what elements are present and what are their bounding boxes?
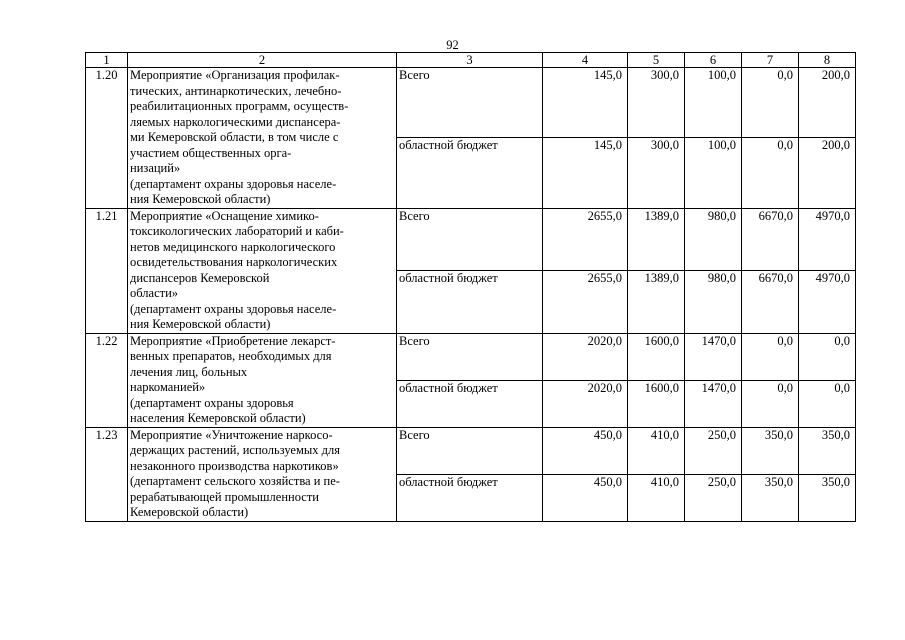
description-line: (департамент охраны здоровья населе- xyxy=(130,176,337,191)
description-line: Мероприятие «Приобретение лекарст- xyxy=(130,333,336,348)
description-line: нетов медицинского наркологического xyxy=(130,239,336,254)
description-line: венных препаратов, необходимых для xyxy=(130,349,332,363)
funding-value: 1600,0 xyxy=(628,380,685,427)
budget-table xyxy=(85,52,856,522)
funding-source: Всего xyxy=(397,333,543,380)
funding-value: 2655,0 xyxy=(543,208,628,271)
description-line: тических, антинаркотических, лечебно- xyxy=(130,83,342,98)
description-line: диспансеров Кемеровской xyxy=(130,270,270,285)
funding-value: 300,0 xyxy=(628,68,685,138)
funding-value: 410,0 xyxy=(628,427,685,474)
page-number: 92 xyxy=(446,38,459,52)
table-row xyxy=(86,427,856,474)
header-cell: 5 xyxy=(628,53,685,68)
description-line: освидетельствования наркологических xyxy=(130,255,338,269)
description-line: (департамент охраны здоровья xyxy=(130,395,294,410)
funding-value: 1389,0 xyxy=(628,208,685,271)
row-number: 1.21 xyxy=(86,208,128,333)
description-line: (департамент охраны здоровья населе- xyxy=(130,301,337,316)
funding-value: 980,0 xyxy=(685,208,742,271)
funding-value: 200,0 xyxy=(799,138,856,208)
funding-value: 450,0 xyxy=(543,427,628,474)
funding-value: 6670,0 xyxy=(742,208,799,271)
funding-value: 0,0 xyxy=(799,333,856,380)
header-cell: 6 xyxy=(685,53,742,68)
header-cell: 2 xyxy=(128,53,397,68)
description-line: (департамент сельского хозяйства и пе- xyxy=(130,474,340,488)
header-cell: 8 xyxy=(799,53,856,68)
header-cell: 7 xyxy=(742,53,799,68)
funding-value: 350,0 xyxy=(742,474,799,521)
funding-value: 2020,0 xyxy=(543,380,628,427)
row-number: 1.22 xyxy=(86,333,128,427)
description-line: области» xyxy=(130,286,179,300)
description-line: ния Кемеровской области) xyxy=(130,317,271,331)
measure-description xyxy=(128,427,397,521)
funding-value: 1470,0 xyxy=(685,380,742,427)
description-line: низаций» xyxy=(130,161,181,175)
table-body xyxy=(86,68,856,522)
measure-description xyxy=(128,333,397,427)
row-number: 1.20 xyxy=(86,68,128,209)
measure-description xyxy=(128,68,397,209)
funding-value: 250,0 xyxy=(685,427,742,474)
funding-value: 2020,0 xyxy=(543,333,628,380)
funding-source: Всего xyxy=(397,68,543,138)
funding-value: 2655,0 xyxy=(543,271,628,334)
description-line: держащих растений, используемых для xyxy=(130,443,340,457)
measure-description xyxy=(128,208,397,333)
description-line: лечения лиц, больных xyxy=(130,364,248,379)
description-line: незаконного производства наркотиков» xyxy=(130,458,339,473)
header-cell: 4 xyxy=(543,53,628,68)
funding-value: 100,0 xyxy=(685,138,742,208)
funding-value: 0,0 xyxy=(742,333,799,380)
funding-value: 410,0 xyxy=(628,474,685,521)
funding-value: 350,0 xyxy=(742,427,799,474)
table-row xyxy=(86,208,856,271)
funding-value: 100,0 xyxy=(685,68,742,138)
header-cell: 3 xyxy=(397,53,543,68)
funding-value: 145,0 xyxy=(543,138,628,208)
funding-source: областной бюджет xyxy=(397,380,543,427)
table-row xyxy=(86,333,856,380)
funding-value: 350,0 xyxy=(799,427,856,474)
row-number: 1.23 xyxy=(86,427,128,521)
funding-value: 0,0 xyxy=(742,380,799,427)
funding-value: 4970,0 xyxy=(799,208,856,271)
funding-value: 145,0 xyxy=(543,68,628,138)
funding-value: 1389,0 xyxy=(628,271,685,334)
description-line: ляемых наркологическими диспансера- xyxy=(130,114,341,129)
funding-value: 300,0 xyxy=(628,138,685,208)
description-line: Мероприятие «Организация профилак- xyxy=(130,68,340,82)
funding-source: областной бюджет xyxy=(397,271,543,334)
funding-value: 0,0 xyxy=(742,68,799,138)
funding-source: областной бюджет xyxy=(397,474,543,521)
description-line: Мероприятие «Оснащение химико- xyxy=(130,208,319,223)
funding-value: 200,0 xyxy=(799,68,856,138)
table-row xyxy=(86,68,856,138)
description-line: рерабатывающей промышленности xyxy=(130,489,319,504)
header-row xyxy=(86,53,856,68)
description-line: реабилитационных программ, осуществ- xyxy=(130,99,349,113)
funding-value: 450,0 xyxy=(543,474,628,521)
funding-value: 6670,0 xyxy=(742,271,799,334)
description-line: населения Кемеровской области) xyxy=(130,411,306,425)
funding-value: 1600,0 xyxy=(628,333,685,380)
description-line: Мероприятие «Уничтожение наркосо- xyxy=(130,427,333,442)
funding-value: 980,0 xyxy=(685,271,742,334)
funding-value: 1470,0 xyxy=(685,333,742,380)
funding-source: Всего xyxy=(397,427,543,474)
description-line: ми Кемеровской области, в том числе с xyxy=(130,130,339,144)
funding-value: 250,0 xyxy=(685,474,742,521)
funding-source: Всего xyxy=(397,208,543,271)
description-line: ния Кемеровской области) xyxy=(130,192,271,206)
description-line: Кемеровской области) xyxy=(130,505,249,519)
funding-value: 0,0 xyxy=(742,138,799,208)
funding-value: 4970,0 xyxy=(799,271,856,334)
description-line: участием общественных орга- xyxy=(130,145,292,160)
funding-value: 350,0 xyxy=(799,474,856,521)
description-line: наркоманией» xyxy=(130,380,206,394)
funding-value: 0,0 xyxy=(799,380,856,427)
header-cell: 1 xyxy=(86,53,128,68)
description-line: токсикологических лабораторий и каби- xyxy=(130,224,344,238)
funding-source: областной бюджет xyxy=(397,138,543,208)
